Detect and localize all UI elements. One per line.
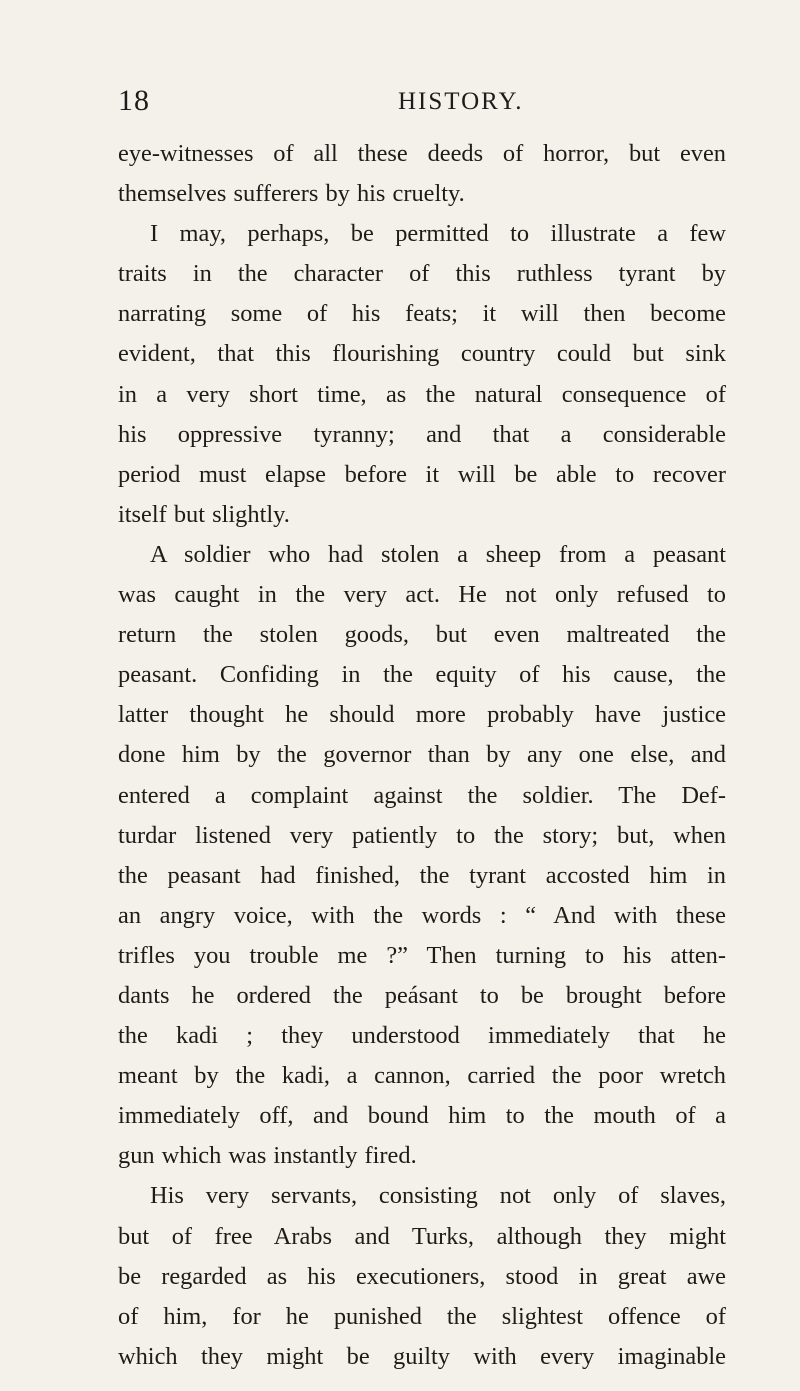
- text-line: the peasant had finished, the tyrant accosted him in: [118, 861, 726, 889]
- text-line: evident, that this flourishing country could but sink: [118, 340, 726, 368]
- text-line: be regarded as his executioners, stood in great awe: [118, 1262, 726, 1290]
- text-line: latter thought he should more probably have justice: [118, 701, 726, 729]
- text-line: immediately off, and bound him to the mouth of a: [118, 1102, 726, 1130]
- text-line: which they might be guilty with every imaginable: [118, 1342, 726, 1370]
- text-line: the kadi ; they understood immediately that he: [118, 1022, 726, 1050]
- text-line: peasant. Confiding in the equity of his cause, the: [118, 661, 726, 689]
- page-number: 18: [118, 84, 150, 117]
- running-head: HISTORY.: [398, 88, 524, 115]
- text-line: I may, perhaps, be permitted to illustrate a few: [150, 220, 726, 248]
- text-line: done him by the governor than by any one else, and: [118, 741, 726, 769]
- text-line: His very servants, consisting not only of slaves,: [150, 1182, 726, 1210]
- text-line: dants he ordered the peásant to be brought before: [118, 981, 726, 1009]
- text-line: turdar listened very patiently to the story; but, when: [118, 821, 726, 849]
- text-line: gun which was instantly fired.: [118, 1142, 417, 1170]
- text-line: his oppressive tyranny; and that a considerable: [118, 420, 726, 448]
- text-line: A soldier who had stolen a sheep from a peasant: [150, 540, 726, 568]
- text-line: of him, for he punished the slightest offence of: [118, 1302, 726, 1330]
- text-line: trifles you trouble me ?” Then turning to his atten-: [118, 941, 726, 969]
- text-line: themselves sufferers by his cruelty.: [118, 180, 465, 208]
- text-line: itself but slightly.: [118, 500, 290, 528]
- body-text: [118, 134, 726, 1377]
- text-line: traits in the character of this ruthless tyrant by: [118, 260, 726, 288]
- text-line: return the stolen goods, but even maltreated the: [118, 621, 726, 649]
- text-line: meant by the kadi, a cannon, carried the poor wretch: [118, 1062, 726, 1090]
- text-line: an angry voice, with the words : “ And with these: [118, 901, 726, 929]
- text-line: was caught in the very act. He not only refused to: [118, 581, 726, 609]
- text-line: entered a complaint against the soldier. The Def-: [118, 781, 726, 809]
- text-line: period must elapse before it will be able to recover: [118, 460, 726, 488]
- text-line: narrating some of his feats; it will then become: [118, 300, 726, 328]
- text-line: eye-witnesses of all these deeds of horror, but even: [118, 140, 726, 167]
- text-line: but of free Arabs and Turks, although they might: [118, 1222, 726, 1250]
- text-line: in a very short time, as the natural consequence of: [118, 380, 726, 408]
- page-header: [118, 84, 725, 124]
